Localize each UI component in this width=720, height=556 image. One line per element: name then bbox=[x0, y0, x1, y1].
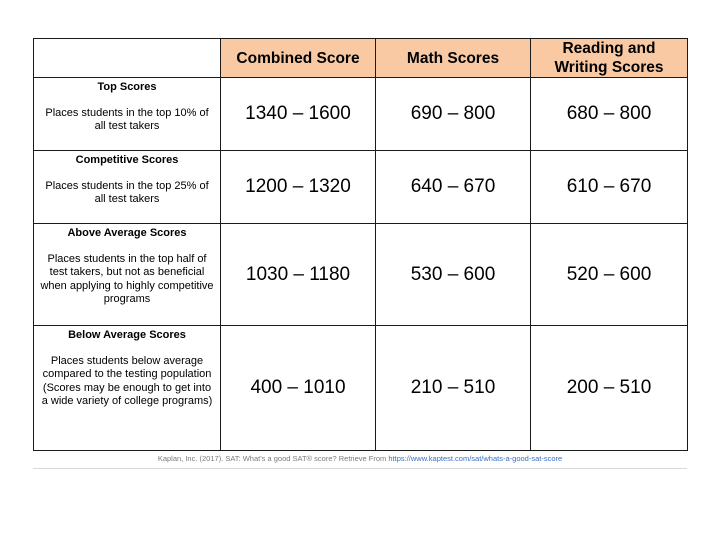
header-reading-writing-scores bbox=[531, 39, 688, 78]
math-score-cell: 210 – 510 bbox=[376, 326, 531, 451]
row-description-cell bbox=[34, 78, 221, 151]
table-row bbox=[34, 151, 688, 224]
header-reading-line1: Reading and bbox=[562, 40, 656, 57]
sat-score-table bbox=[33, 38, 688, 451]
row-title: Competitive Scores bbox=[75, 154, 179, 166]
table-row bbox=[34, 78, 688, 151]
math-score-cell: 530 – 600 bbox=[376, 224, 531, 326]
reading-score-cell: 520 – 600 bbox=[531, 224, 688, 326]
combined-score-cell: 400 – 1010 bbox=[221, 326, 376, 451]
citation-text: Kaplan, Inc. (2017). SAT: What's a good SAT® score? Retrieve From bbox=[157, 454, 387, 463]
header-row bbox=[34, 39, 688, 78]
combined-score-cell: 1200 – 1320 bbox=[221, 151, 376, 224]
row-title: Below Average Scores bbox=[68, 329, 186, 341]
combined-score-cell: 1340 – 1600 bbox=[221, 78, 376, 151]
row-description: Places students in the top half of test takers, but not as beneficial when applying to highly competitive programs bbox=[40, 252, 214, 305]
row-title: Top Scores bbox=[97, 81, 157, 93]
row-description-cell bbox=[34, 151, 221, 224]
math-score-cell: 690 – 800 bbox=[376, 78, 531, 151]
header-blank-cell bbox=[34, 39, 221, 78]
combined-score-cell: 1030 – 1180 bbox=[221, 224, 376, 326]
reading-score-cell: 680 – 800 bbox=[531, 78, 688, 151]
row-description: Places students below average compared to the testing population (Scores may be enough to get into a wide variety of college programs) bbox=[41, 354, 213, 407]
header-reading-line2: Writing Scores bbox=[554, 59, 664, 76]
row-description-cell bbox=[34, 224, 221, 326]
reading-score-cell: 200 – 510 bbox=[531, 326, 688, 451]
header-combined-score: Combined Score bbox=[221, 39, 376, 78]
citation bbox=[33, 454, 687, 469]
reading-score-cell: 610 – 670 bbox=[531, 151, 688, 224]
row-title: Above Average Scores bbox=[67, 227, 187, 239]
citation-link[interactable]: https://www.kaptest.com/sat/whats-a-good-sat-score bbox=[388, 454, 563, 463]
table-row bbox=[34, 326, 688, 451]
header-math-scores: Math Scores bbox=[376, 39, 531, 78]
row-description: Places students in the top 10% of all test takers bbox=[45, 106, 209, 132]
row-description-cell bbox=[34, 326, 221, 451]
table-row bbox=[34, 224, 688, 326]
math-score-cell: 640 – 670 bbox=[376, 151, 531, 224]
row-description: Places students in the top 25% of all test takers bbox=[45, 179, 209, 205]
